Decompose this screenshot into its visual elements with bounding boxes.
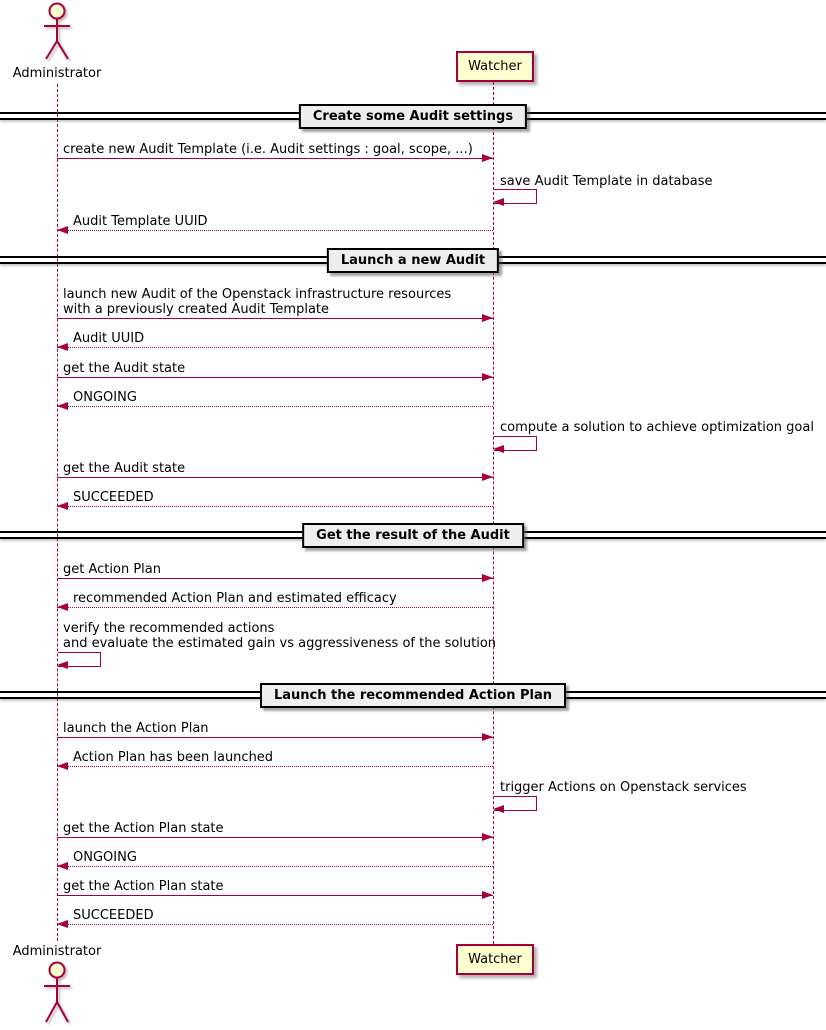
arrowhead-icon: [57, 502, 68, 510]
message-text: compute a solution to achieve optimization goal: [500, 420, 814, 435]
administrator-actor-icon: [37, 2, 77, 64]
arrow-line: [57, 737, 493, 738]
arrowhead-icon: [493, 445, 504, 453]
divider-label: Get the result of the Audit: [302, 523, 524, 548]
watcher-participant-bottom: [456, 944, 534, 975]
arrowhead-icon: [482, 574, 493, 582]
message-text: and evaluate the estimated gain vs aggressiveness of the solution: [63, 636, 497, 651]
message-text: ONGOING: [73, 850, 137, 865]
arrowhead-icon: [493, 198, 504, 206]
watcher-participant-top: [456, 51, 534, 82]
message-text: Action Plan has been launched: [73, 750, 274, 765]
arrowhead-icon: [482, 733, 493, 741]
message-text: launch new Audit of the Openstack infrastructure resources: [63, 287, 452, 302]
administrator-label-bottom: Administrator: [12, 944, 102, 959]
message-text: Audit UUID: [73, 331, 145, 346]
arrowhead-icon: [57, 661, 68, 669]
arrow-line: [57, 766, 493, 767]
arrow-line: [57, 158, 493, 159]
arrow-line: [57, 506, 493, 507]
arrow-line: [57, 477, 493, 478]
arrowhead-icon: [57, 762, 68, 770]
arrow-line: [57, 347, 493, 348]
arrow-line: [57, 230, 493, 231]
arrow-line: [57, 866, 493, 867]
arrowhead-icon: [493, 805, 504, 813]
arrow-line: [57, 837, 493, 838]
message-text: get the Audit state: [63, 361, 186, 376]
message-text: create new Audit Template (i.e. Audit settings : goal, scope, ...): [63, 142, 473, 157]
arrow-line: [57, 406, 493, 407]
message-text: get Action Plan: [63, 562, 161, 577]
arrow-line: [57, 924, 493, 925]
message-text: trigger Actions on Openstack services: [500, 780, 747, 795]
message-text: ONGOING: [73, 390, 137, 405]
message-text: save Audit Template in database: [500, 174, 713, 189]
arrow-line: [57, 377, 493, 378]
watcher-label-top: Watcher: [468, 59, 522, 74]
arrowhead-icon: [57, 920, 68, 928]
arrow-line: [57, 318, 493, 319]
arrowhead-icon: [482, 473, 493, 481]
message-text: get the Action Plan state: [63, 821, 224, 836]
arrowhead-icon: [482, 314, 493, 322]
divider-label: Launch the recommended Action Plan: [260, 683, 566, 708]
arrow-line: [57, 578, 493, 579]
message-text: get the Action Plan state: [63, 879, 224, 894]
message-text: recommended Action Plan and estimated efficacy: [73, 591, 397, 606]
divider-label: Launch a new Audit: [327, 248, 499, 273]
lifeline-watcher: [493, 82, 494, 944]
arrowhead-icon: [57, 343, 68, 351]
arrow-line: [57, 895, 493, 896]
message-text: Audit Template UUID: [73, 214, 208, 229]
arrowhead-icon: [482, 154, 493, 162]
message-text: with a previously created Audit Template: [63, 302, 330, 317]
arrowhead-icon: [482, 891, 493, 899]
arrowhead-icon: [57, 226, 68, 234]
divider-label: Create some Audit settings: [299, 104, 527, 129]
watcher-label-bottom: Watcher: [468, 952, 522, 967]
message-text: get the Audit state: [63, 461, 186, 476]
arrowhead-icon: [57, 402, 68, 410]
message-text: launch the Action Plan: [63, 721, 209, 736]
administrator-actor-icon-bottom: [37, 960, 77, 1028]
arrow-line: [57, 607, 493, 608]
message-text: verify the recommended actions: [63, 621, 275, 636]
message-text: SUCCEEDED: [73, 908, 154, 923]
arrowhead-icon: [482, 373, 493, 381]
administrator-label-top: Administrator: [12, 66, 102, 81]
arrowhead-icon: [57, 603, 68, 611]
arrowhead-icon: [57, 862, 68, 870]
arrowhead-icon: [482, 833, 493, 841]
message-text: SUCCEEDED: [73, 490, 154, 505]
lifeline-administrator: [57, 84, 58, 941]
